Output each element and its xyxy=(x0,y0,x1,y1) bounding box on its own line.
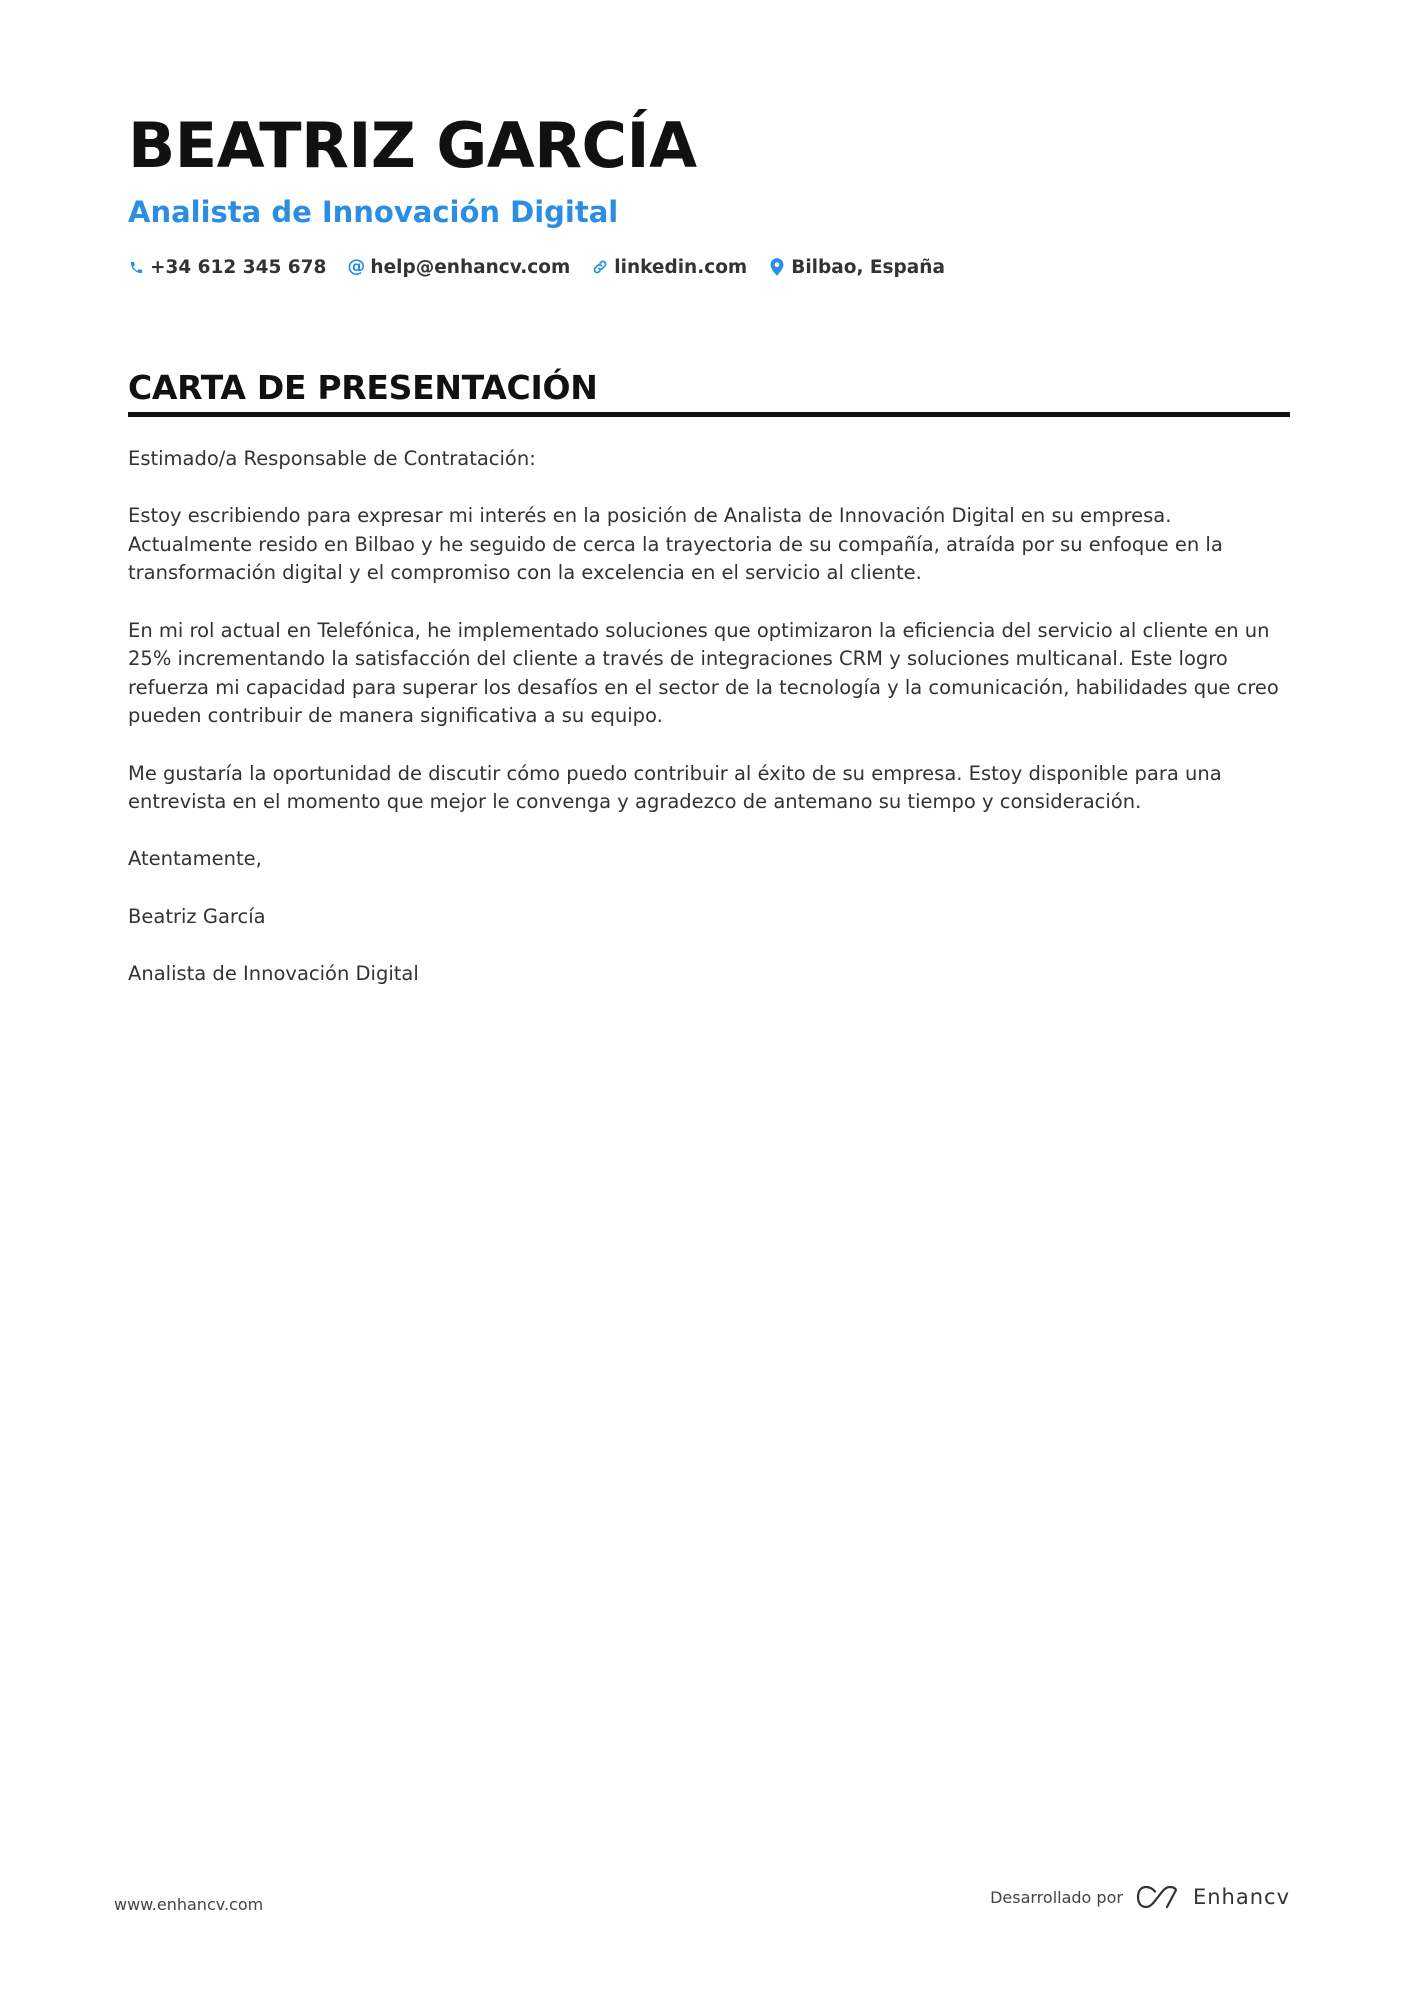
enhancv-logo-icon xyxy=(1135,1884,1181,1910)
footer-branding xyxy=(990,1884,1290,1910)
section-divider xyxy=(128,412,1290,417)
candidate-name: BEATRIZ GARCÍA xyxy=(128,109,697,182)
contact-email xyxy=(348,257,570,278)
phone-number: +34 612 345 678 xyxy=(150,256,327,278)
letter-paragraph: En mi rol actual en Telefónica, he implementado soluciones que optimizaron la eficiencia del servicio al cliente en un 25% incrementando la satisfacción del cliente a través de integraciones CRM y soluciones multicanal. Este logro refuerza mi capacidad para superar los desafíos en el sector de la tecnología y la comunicación, habilidades que creo pueden contribuir de manera significativa a su equipo. xyxy=(128,618,1279,728)
letter-paragraph: Estoy escribiendo para expresar mi interés en la posición de Analista de Innovación Digital en su empresa. Actualmente resido en Bilbao y he seguido de cerca la trayectoria de su compañía, atraída por su enfoque en la transformación digital y el compromiso con la excelencia en el servicio al cliente. xyxy=(128,504,1223,585)
candidate-role: Analista de Innovación Digital xyxy=(128,195,619,229)
signature-name: Beatriz García xyxy=(128,904,266,928)
email-address: help@enhancv.com xyxy=(370,256,571,278)
powered-by-label: Desarrollado por xyxy=(990,1887,1123,1907)
location-pin-icon xyxy=(769,258,785,276)
contact-linkedin xyxy=(592,257,747,278)
link-icon xyxy=(592,258,608,276)
contact-phone xyxy=(128,257,326,278)
signature-title: Analista de Innovación Digital xyxy=(128,961,419,985)
location-text: Bilbao, España xyxy=(791,256,945,278)
enhancv-brand-name: Enhancv xyxy=(1192,1885,1290,1909)
letter-greeting: Estimado/a Responsable de Contratación: xyxy=(128,447,536,470)
linkedin-url: linkedin.com xyxy=(614,256,748,278)
cover-letter-section xyxy=(128,366,1290,1017)
contact-bar xyxy=(128,252,1288,282)
letter-body xyxy=(128,445,1290,988)
letter-paragraph: Me gustaría la oportunidad de discutir cómo puedo contribuir al éxito de su empresa. Estoy disponible para una entrevista en el momento que mejor le convenga y agradezco de antemano su tiempo y consideración. xyxy=(128,761,1222,814)
letter-closing: Atentamente, xyxy=(128,847,262,871)
phone-icon xyxy=(128,258,144,276)
section-title: CARTA DE PRESENTACIÓN xyxy=(128,368,598,407)
header xyxy=(128,108,1288,282)
contact-location xyxy=(769,257,945,278)
footer-website[interactable]: www.enhancv.com xyxy=(114,1895,264,1914)
at-icon: @ xyxy=(347,256,366,277)
